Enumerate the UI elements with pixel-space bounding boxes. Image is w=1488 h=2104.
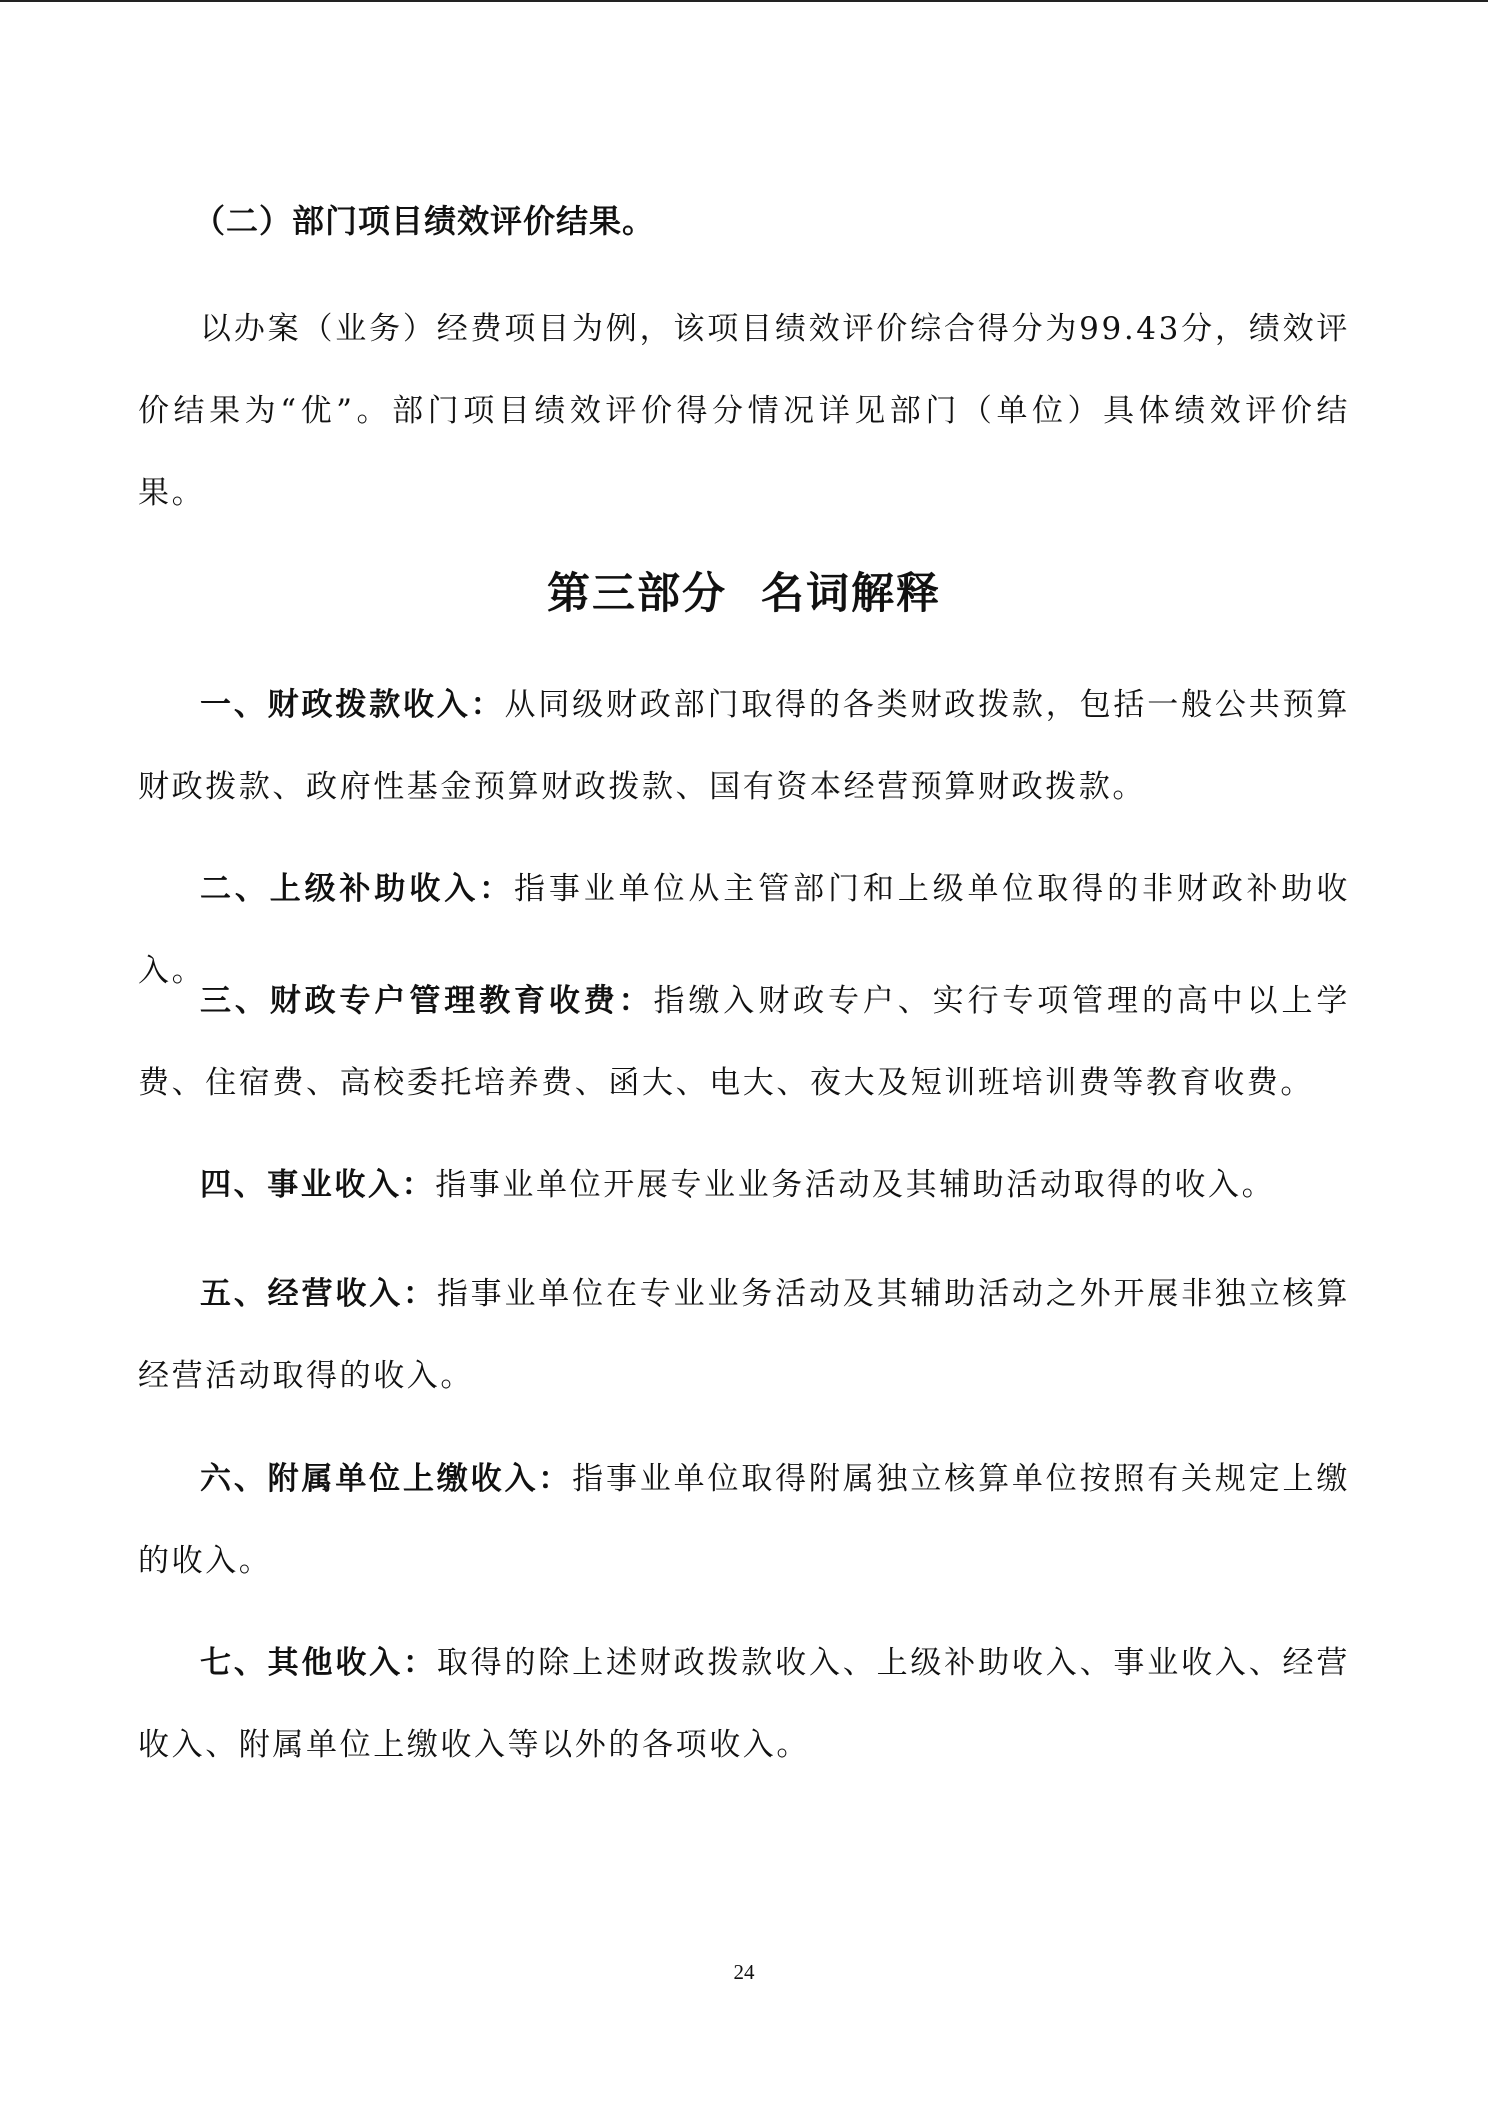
definition-term: 二、上级补助收入： xyxy=(200,871,514,907)
definition-term: 四、事业收入： xyxy=(200,1167,436,1203)
definition-text: 指缴入财政专户、实行专项管理的高中以上学费、住宿费、高校委托培养费、函大、电大、夜大及短训班培训费等教育收费。 xyxy=(138,983,1350,1101)
section-title: 第三部分 名词解释 xyxy=(547,569,941,619)
definition-paragraph xyxy=(138,664,1350,828)
definition-text: 从同级财政部门取得的各类财政拨款，包括一般公共预算财政拨款、政府性基金预算财政拨款、国有资本经营预算财政拨款。 xyxy=(138,687,1351,805)
definition-text: 指事业单位开展专业业务活动及其辅助活动取得的收入。 xyxy=(435,1167,1276,1203)
definition-term: 五、经营收入： xyxy=(200,1276,437,1312)
definition-text: 指事业单位取得附属独立核算单位按照有关规定上缴的收入。 xyxy=(138,1461,1350,1579)
definition-term: 三、财政专户管理教育收费： xyxy=(200,983,654,1019)
definition-text: 指事业单位从主管部门和上级单位取得的非财政补助收入。 xyxy=(138,871,1350,989)
performance-paragraph: 以办案（业务）经费项目为例，该项目绩效评价综合得分为99.43分，绩效评价结果为“优”。部门项目绩效评价得分情况详见部门（单位）具体绩效评价结果。 xyxy=(138,311,1350,511)
definition-paragraph xyxy=(138,1622,1350,1786)
definition-text: 取得的除上述财政拨款收入、上级补助收入、事业收入、经营收入、附属单位上缴收入等以外的各项收入。 xyxy=(138,1645,1350,1763)
definition-paragraph xyxy=(138,960,1350,1124)
page-number: 24 xyxy=(733,1960,755,1984)
definition-paragraph xyxy=(138,1253,1350,1417)
definition-paragraph xyxy=(138,1144,1350,1226)
subheading-project-results: （二）部门项目绩效评价结果。 xyxy=(193,202,656,240)
definition-text: 指事业单位在专业业务活动及其辅助活动之外开展非独立核算经营活动取得的收入。 xyxy=(138,1276,1350,1394)
definition-term: 七、其他收入： xyxy=(200,1645,437,1681)
definition-term: 一、财政拨款收入： xyxy=(200,687,505,723)
definition-paragraph xyxy=(138,1438,1350,1602)
definition-term: 六、附属单位上缴收入： xyxy=(200,1461,573,1497)
